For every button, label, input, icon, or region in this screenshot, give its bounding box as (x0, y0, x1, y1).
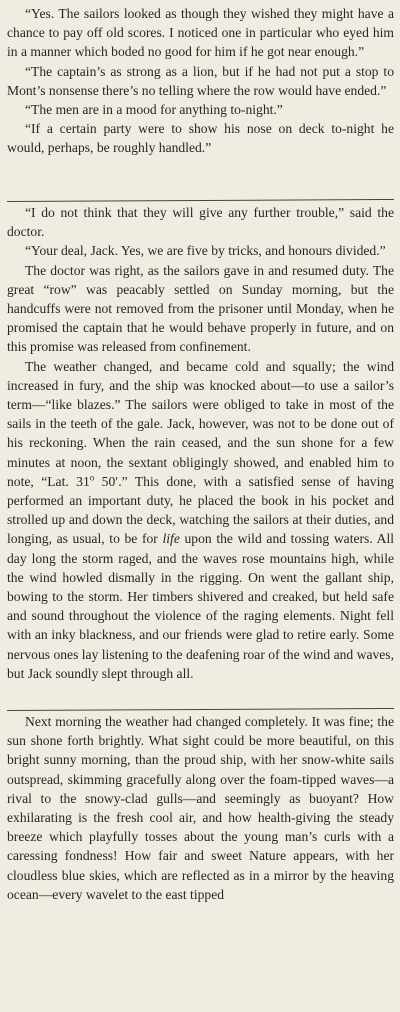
paragraph-text: upon the wild and tossing waters. All day long the storm raged, and the waves rose mountains high, while the wind howled dismally in the rigging. On went the gallant ship, bowing to the storm. Her timbers shivered and creaked, but held safe and sound throughout the violence of the raging elements. Night fell with an inky blackness, and our friends were glad to retire early. Some nervous ones lay listening to the deafening roar of the wind and waves, but Jack soundly slept through all. (7, 531, 394, 681)
paragraph: Next morning the weather had changed completely. It was fine; the sun shone forth brightly. What sight could be more beautiful, on this bright sunny morning, than the proud ship, with her snow-white sails outspread, skimming gracefully along over the foam-tipped waves—a rival to the snowy-clad gulls—and seemingly as buoyant? How exhilarating is the fresh cool air, and how health-giving the steady breeze which playfully tosses about the young man’s curls with a caressing fondness! How fair and sweet Nature appears, with her cloudless blue skies, which are reflected as in a mirror by the heaving ocean—every wavelet to the east tipped (7, 714, 394, 902)
paragraph: The doctor was right, as the sailors gave in and resumed duty. The great “row” was peacably settled on Sunday morning, but the handcuffs were not removed from the prisoner until Monday, when he promised the captain that he would behave properly in future, and on this promise was released from confinement. (7, 262, 394, 355)
degree-mark: o (89, 472, 95, 483)
paragraph-text: 50′.” This done, with a satisfied sense of having performed an important duty, he placed the book in his pocket and strolled up and down the deck, watching the sailors at their duties, and longing, as usual, to be for (7, 473, 394, 547)
morning-section (7, 712, 394, 1012)
paragraph: “If a certain party were to show his nose on deck to-night he would, perhaps, be roughly handled.” (7, 121, 394, 156)
paragraph (7, 357, 394, 683)
paragraph: “The captain’s as strong as a lion, but if he had not put a stop to Mont’s nonsense there’s no telling where the row would have ended.” (7, 63, 394, 98)
paragraph: “Yes. The sailors looked as though they wished they might have a chance to pay off old scores. I noticed one in particular who eyed him in a manner which boded no good for him if he got near enough.” (7, 6, 394, 60)
dialogue-section (7, 4, 394, 200)
italic-word: life (162, 531, 180, 547)
paragraph: “The men are in a mood for anything to-night.” (25, 102, 283, 118)
storm-section (7, 203, 394, 709)
paragraph: “I do not think that they will give any further trouble,” said the doctor. (7, 205, 394, 240)
paragraph-text: The weather changed, and became cold and squally; the wind increased in fury, and the ship was knocked about—to use a sailor’s term—“like blazes.” The sailors were obliged to take in most of the sails in the teeth of the gale. Jack, however, was not to be done out of his reckoning. When the rain ceased, and the sun shone for a few minutes at noon, the sextant obligingly showed, and enabled him to note, “Lat. 31 (7, 358, 394, 489)
paragraph: “Your deal, Jack. Yes, we are five by tricks, and honours divided.” (25, 243, 386, 259)
book-page (7, 4, 394, 1012)
